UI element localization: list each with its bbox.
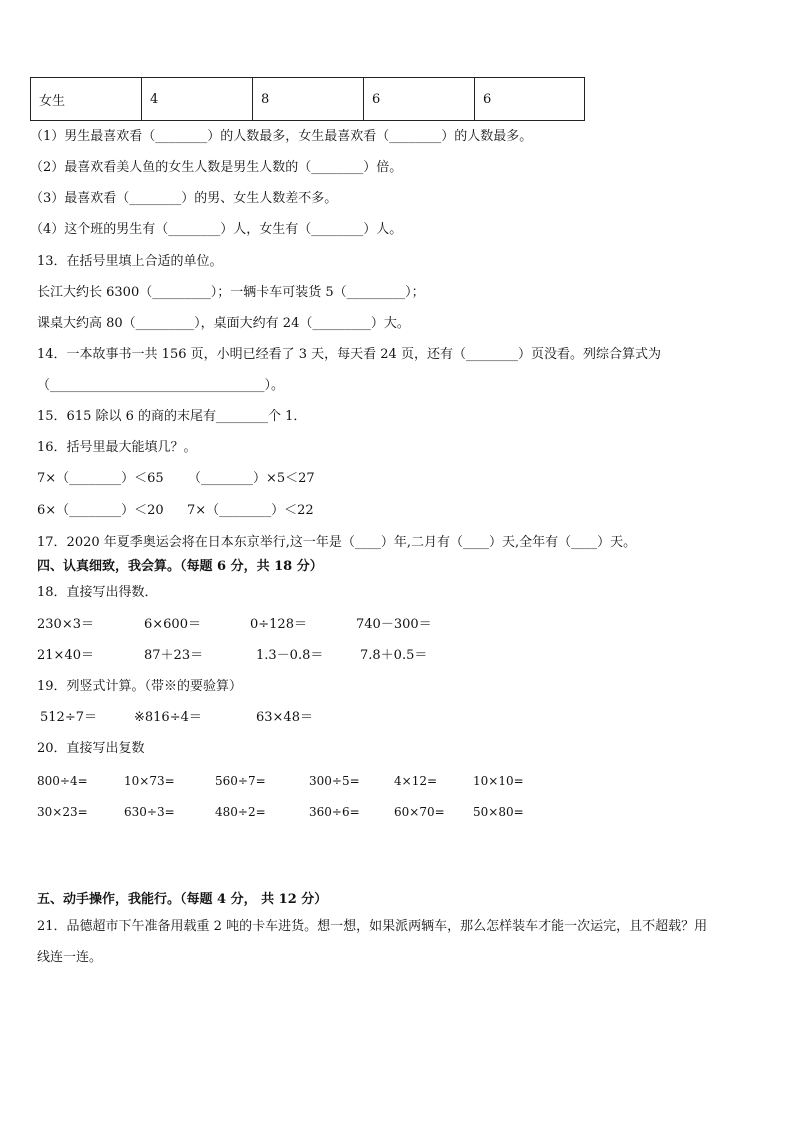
q20-item: 560÷7= <box>215 774 266 788</box>
q14-line2: （_________________________________）。 <box>37 378 285 393</box>
q20-item: 4×12= <box>394 774 438 788</box>
q14-line1: 14．一本故事书一共 156 页，小明已经看了 3 天，每天看 24 页，还有（________）页没看。列综合算式为 <box>37 347 661 362</box>
q16-d: 7×（________）＜22 <box>187 503 314 518</box>
section-5-heading: 五、动手操作，我能行。（每题 4 分， 共 12 分） <box>37 892 328 907</box>
table-cell: 8 <box>253 78 364 121</box>
q18-item: 740－300＝ <box>356 617 432 632</box>
section-4-heading: 四、认真细致，我会算。（每题 6 分，共 18 分） <box>37 559 323 574</box>
q20-item: 10×10= <box>473 774 524 788</box>
q16-c: 6×（________）＜20 <box>37 503 164 518</box>
q19-item: 512÷7＝ <box>40 710 97 725</box>
q12-sub4: （4）这个班的男生有（________）人，女生有（________）人。 <box>30 222 403 237</box>
table-cell: 6 <box>364 78 475 121</box>
q12-sub2: （2）最喜欢看美人鱼的女生人数是男生人数的（________）倍。 <box>30 160 403 175</box>
survey-table <box>30 77 585 121</box>
table-row <box>31 78 585 121</box>
q18-item: 7.8＋0.5＝ <box>360 648 428 663</box>
q18-title: 18．直接写出得数． <box>37 585 158 600</box>
q16-a: 7×（________）＜65 <box>37 471 164 486</box>
q20-title: 20．直接写出复数 <box>37 741 145 756</box>
q20-item: 300÷5= <box>309 774 360 788</box>
q18-item: 230×3＝ <box>37 617 94 632</box>
q19-item: ※816÷4＝ <box>134 710 202 725</box>
table-cell: 6 <box>475 78 585 121</box>
q18-item: 21×40＝ <box>37 648 94 663</box>
q17: 17．2020 年夏季奥运会将在日本东京举行,这一年是（____）年,二月有（____）天,全年有（____）天。 <box>37 535 637 550</box>
q13-title: 13．在括号里填上合适的单位。 <box>37 254 223 269</box>
q18-item: 1.3－0.8＝ <box>256 648 324 663</box>
q13-line1: 长江大约长 6300（_________）；一辆卡车可装货 5（_________）； <box>37 285 425 300</box>
q12-sub3: （3）最喜欢看（________）的男、女生人数差不多。 <box>30 191 338 206</box>
q12-sub1: （1）男生最喜欢看（________）的人数最多，女生最喜欢看（________）的人数最多。 <box>30 129 533 144</box>
q20-item: 60×70= <box>394 805 445 819</box>
table-cell: 4 <box>142 78 253 121</box>
q18-item: 87＋23＝ <box>144 648 204 663</box>
q16-title: 16．括号里最大能填几？。 <box>37 440 197 455</box>
q19-item: 63×48＝ <box>256 710 313 725</box>
q20-item: 360÷6= <box>309 805 360 819</box>
q13-line2: 课桌大约高 80（_________），桌面大约有 24（_________）大。 <box>37 316 410 331</box>
q21-line2: 线连一连。 <box>37 950 103 965</box>
q19-title: 19．列竖式计算。（带※的要验算） <box>37 679 243 694</box>
q15: 15．615 除以 6 的商的末尾有________个 1． <box>37 409 307 424</box>
q18-item: 6×600＝ <box>144 617 201 632</box>
q20-item: 30×23= <box>37 805 88 819</box>
q21-line1: 21．品德超市下午准备用载重 2 吨的卡车进货。想一想，如果派两辆车，那么怎样装车才能一次运完，且不超载？用 <box>37 919 708 934</box>
q20-item: 10×73= <box>124 774 175 788</box>
q20-item: 480÷2= <box>215 805 266 819</box>
q16-b: （________）×5＜27 <box>188 471 315 486</box>
q20-item: 800÷4= <box>37 774 88 788</box>
table-cell: 女生 <box>31 78 142 121</box>
q20-item: 630÷3= <box>124 805 175 819</box>
q18-item: 0÷128＝ <box>250 617 307 632</box>
q20-item: 50×80= <box>473 805 524 819</box>
